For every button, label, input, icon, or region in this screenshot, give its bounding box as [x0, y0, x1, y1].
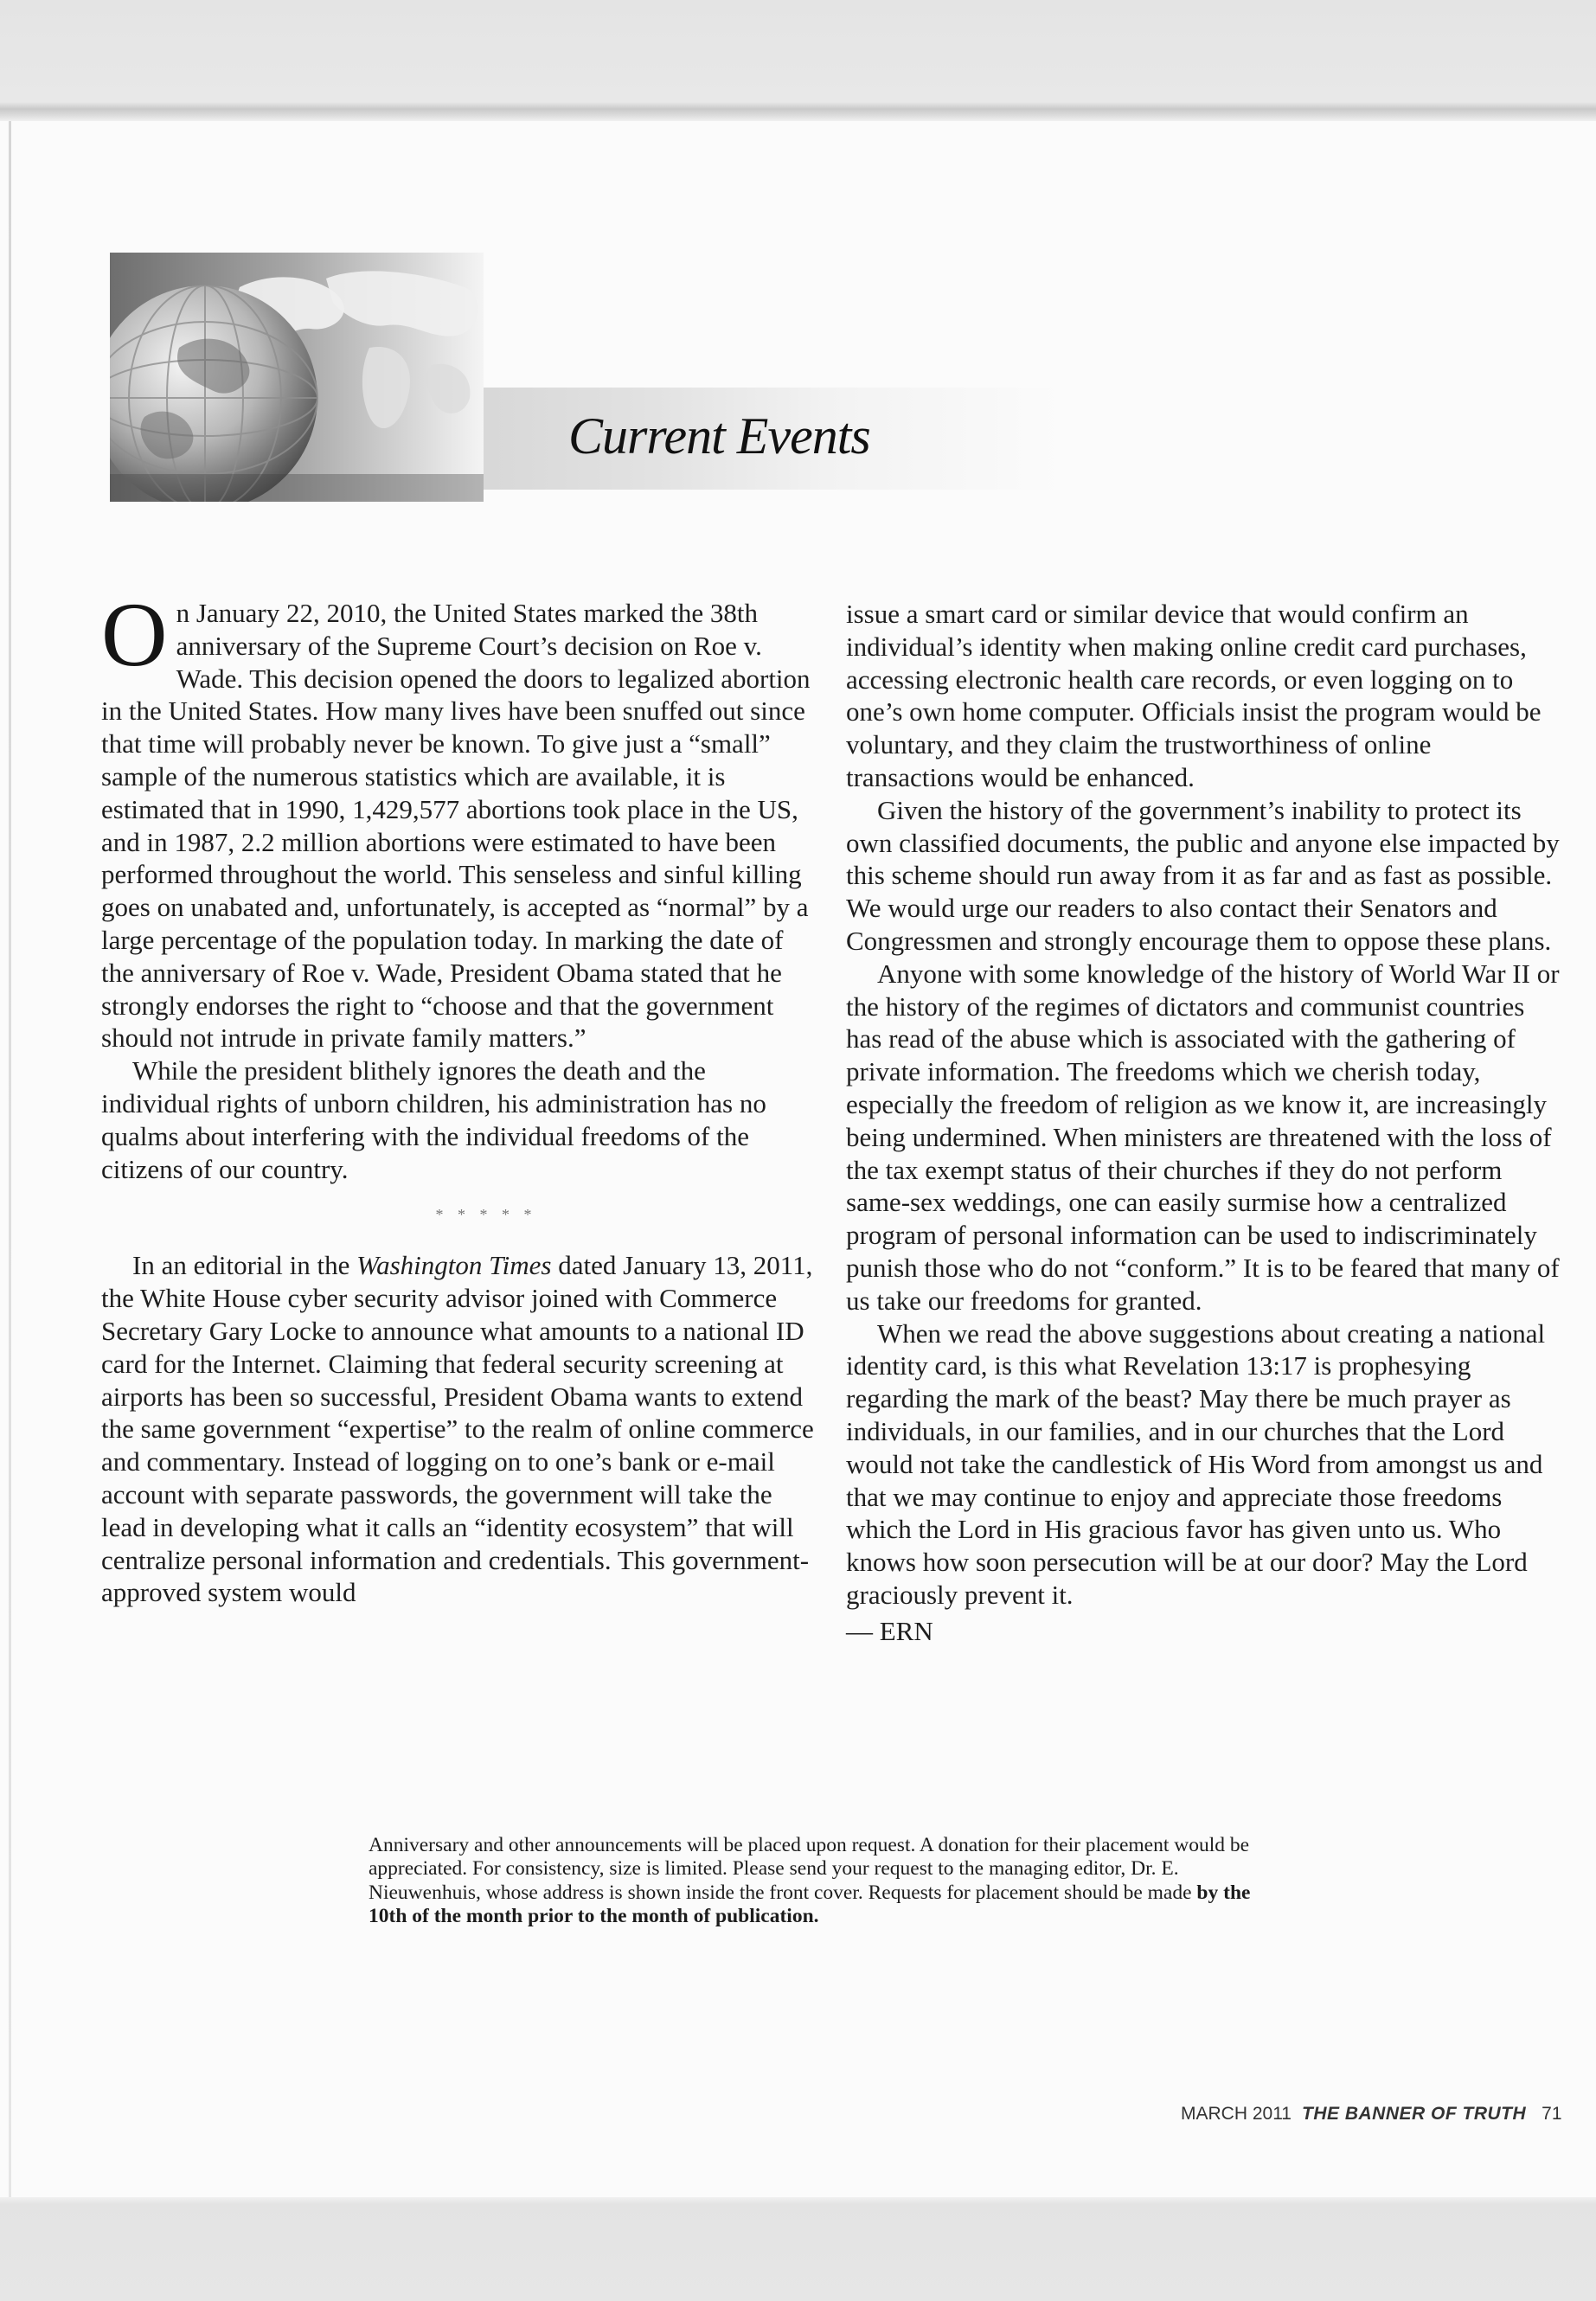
notice-text: Anniversary and other announcements will be placed upon request. A donation for their placement would be appreciated. For consistency, size is limited. Please send your request to the managing editor, Dr. E. Nieuwenhuis, whose address is shown inside the front cover. Requests for placement should be made [369, 1834, 1250, 1904]
paragraph-text: dated January 13, 2011, the White House cyber security advisor joined with Commerce Secretary Gary Locke to announce what amounts to a national ID card for the Internet. Claiming that federal security screening at airports has been so successful, President Obama wants to extend the same government “expertise” to the realm of online commerce and commentary. Instead of logging on to one’s bank or e-mail account with separate passwords, the government will take the lead in developing what it calls an “identity ecosystem” that will centralize personal information and credentials. This government-approved system would [101, 1250, 814, 1608]
article-paragraph: Anyone with some knowledge of the history of World War II or the history of the regimes of dictators and communist countries has read of the abuse which is associated with the gathering of private information. The freedoms which we cherish today, especially the freedom of religion as we know it, are increasingly being undermined. When ministers are threatened with the loss of the tax exempt status of their churches if they do not perform same-sex weddings, one can easily surmise how a centralized program of personal information can be used to indiscriminately punish those who do not “conform.” It is to be feared that many of us take our freedoms for granted. [846, 958, 1560, 1316]
page-footer [1181, 2104, 1562, 2125]
scan-bottom-margin [0, 2197, 1596, 2301]
newspaper-name: Washington Times [356, 1250, 552, 1281]
issue-date: MARCH 2011 [1181, 2104, 1292, 2124]
article-paragraph [101, 1249, 819, 1609]
page-binding-edge [9, 121, 11, 2197]
article-paragraph: issue a smart card or similar device that would confirm an individual’s identity when making online credit card purchases, accessing electronic health care records, or even logging on to one’s own home computer. Officials insist the program would be voluntary, and they claim the trustworthiness of online transactions would be enhanced. [846, 599, 1542, 792]
article-paragraph: When we read the above suggestions about creating a national identity card, is this what Revelation 13:17 is prophesying regarding the mark of the beast? May there be much prayer as individuals, in our families, and in our churches that the Lord would not take the candlestick of His Word from amongst us and that we may continue to enjoy and appreciate those freedoms which the Lord in His gracious favor has given unto us. Who knows how soon persecution will be at our door? May the Lord graciously prevent it. [846, 1317, 1546, 1610]
page-title: Current Events [568, 407, 870, 465]
article-right-column [846, 598, 1564, 1648]
paragraph-text: n January 22, 2010, the United States marked the 38th anniversary of the Supreme Court’s decision on Roe v. Wade. This decision opened the doors to legalized abortion in the United States. How many lives have been snuffed out since that time will probably never be known. To give just a “small” sample of the numerous statistics which are available, it is estimated that in 1990, 1,429,577 abortions took place in the US, and in 1987, 2.2 million abortions were estimated to have been performed throughout the world. This senseless and sinful killing goes on unabated and, unfortunately, is accepted as “normal” by a large percentage of the population today. In marking the date of the anniversary of Roe v. Wade, President Obama stated that he strongly endorses the right to “choose and that the government should not intrude in private family matters.” [101, 598, 811, 1054]
announcement-notice [369, 1834, 1277, 1928]
author-signoff: — ERN [846, 1615, 933, 1646]
page-number: 71 [1542, 2104, 1562, 2124]
paragraph-text: In an editorial in the [132, 1250, 357, 1281]
article-paragraph: While the president blithely ignores the death and the individual rights of unborn children, his administration has no qualms about interfering with the individual freedoms of the citizens of our country. [101, 1055, 766, 1184]
article-left-column [101, 584, 819, 1609]
drop-cap: O [101, 584, 168, 685]
section-separator: * * * * * [435, 1206, 537, 1224]
scan-top-margin [0, 0, 1596, 121]
notice-deadline: by the 10th of the month prior to the month of publication. [369, 1881, 1251, 1927]
magazine-name: THE BANNER OF TRUTH [1302, 2104, 1527, 2124]
article-paragraph: Given the history of the government’s inability to protect its own classified documents, the public and anyone else impacted by this scheme should run away from it as far and as fast as possible. We would urge our readers to also contact their Senators and Congressmen and strongly encourage them to oppose these plans. [846, 794, 1560, 956]
article-paragraph [101, 584, 819, 1054]
